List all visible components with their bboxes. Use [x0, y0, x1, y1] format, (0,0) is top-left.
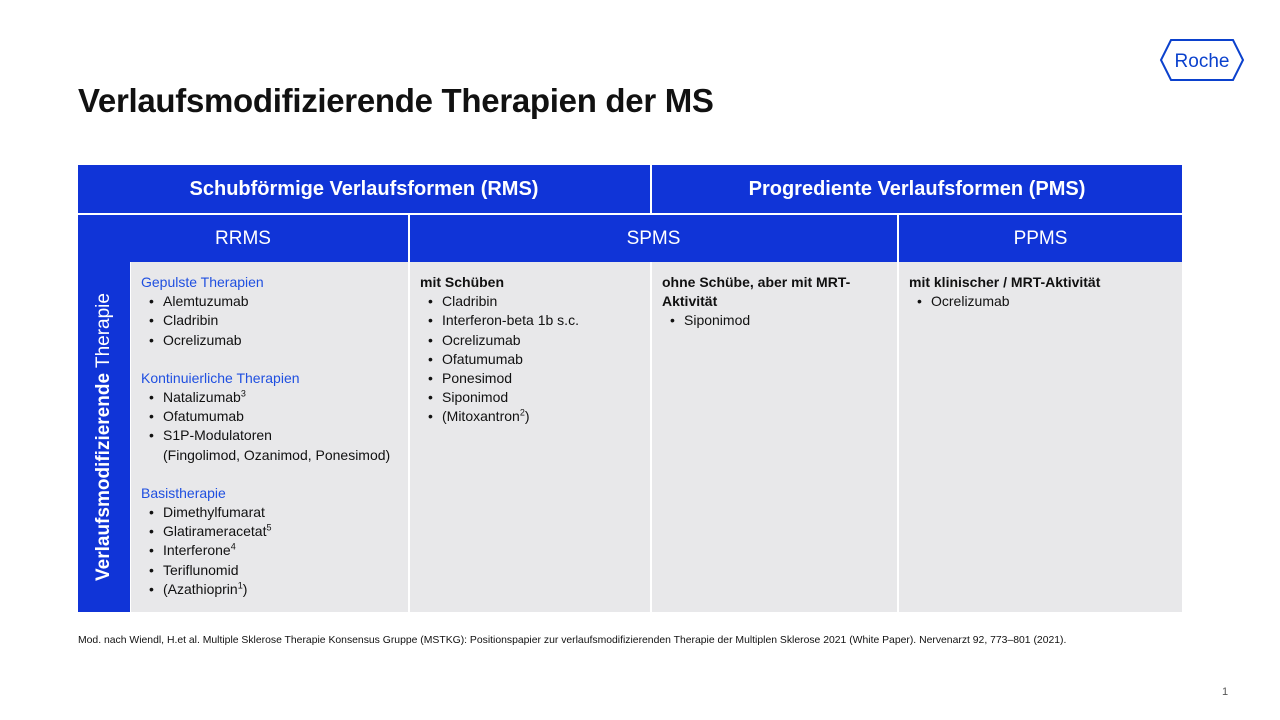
list-item [149, 541, 398, 560]
header-pms [652, 165, 1182, 213]
list-item: • Teriflunomid [149, 561, 398, 580]
ppms-list [909, 292, 1172, 311]
item-text: Glatirameracetat [163, 523, 267, 540]
list-item [149, 580, 398, 599]
spms-no-relapses-cell [652, 262, 897, 612]
roche-logo [1159, 38, 1245, 82]
header-ppms-label: PPMS [1013, 227, 1068, 249]
footnote-marker: 1 [237, 580, 243, 591]
side-label [93, 293, 115, 581]
continuous-therapies-list [141, 388, 398, 465]
list-item: • Ocrelizumab [149, 331, 398, 350]
list-item: • Alemtuzumab [149, 292, 398, 311]
list-item: • Dimethylfumarat [149, 503, 398, 522]
list-item: • Ofatumumab [428, 350, 640, 369]
spms-relapses-cell [410, 262, 650, 612]
list-item: • Siponimod [428, 388, 640, 407]
page-number: 1 [1222, 686, 1229, 698]
continuous-therapies-title: Kontinuierliche Therapien [141, 369, 300, 386]
item-text: ) [524, 408, 530, 425]
list-item: • Ocrelizumab [917, 292, 1172, 311]
list-item [149, 426, 398, 464]
basic-therapy-title: Basistherapie [141, 484, 226, 501]
list-item: • Cladribin [149, 311, 398, 330]
footnote-marker: 3 [240, 388, 246, 399]
item-text: (Mitoxantron [442, 408, 520, 425]
spms-relapses-heading: mit Schüben [420, 274, 505, 290]
item-detail: (Fingolimod, Ozanimod, Ponesimod) [163, 446, 391, 463]
header-pms-label: Progrediente Verlaufsformen (PMS) [748, 177, 1086, 200]
spms-no-relapses-list [662, 311, 887, 330]
page-title: Verlaufsmodifizierende Therapien der MS [78, 82, 714, 119]
roche-logo-text: Roche [1174, 51, 1230, 72]
header-rrms [78, 215, 408, 262]
list-item: • Ocrelizumab [428, 331, 640, 350]
list-item [149, 388, 398, 407]
header-rrms-label: RRMS [215, 227, 271, 249]
ppms-cell [899, 262, 1182, 612]
list-item: • Ofatumumab [149, 407, 398, 426]
header-spms [410, 215, 897, 262]
list-item: • Siponimod [670, 311, 887, 330]
spms-no-relapses-heading: ohne Schübe, aber mit MRT-Aktivität [662, 274, 851, 310]
header-rms [78, 165, 650, 213]
pulsed-therapies-list [141, 292, 398, 350]
list-item: • Cladribin [428, 292, 640, 311]
item-text: ) [242, 580, 248, 597]
therapy-table [78, 165, 1182, 612]
side-label-cell [78, 262, 130, 612]
header-ppms [899, 215, 1182, 262]
pulsed-therapies-title: Gepulste Therapien [141, 274, 264, 290]
footnote-marker: 2 [519, 407, 525, 418]
item-text: (Azathioprin [163, 580, 238, 597]
side-label-bold: Verlaufsmodifizierende [93, 372, 114, 581]
side-label-regular: Therapie [93, 293, 114, 369]
reference-footnote: Mod. nach Wiendl, H.et al. Multiple Sklerose Therapie Konsensus Gruppe (MSTKG): Positionspapier zur verlaufsmodifizierenden Therapie der Multiplen Sklerose 2021 (White Paper). Nervenarzt 92, 773–801 (2021). [78, 635, 1067, 646]
item-text: Interferone [163, 542, 231, 559]
header-spms-label: SPMS [626, 227, 681, 249]
spms-relapses-list [420, 292, 640, 426]
rrms-cell [131, 262, 408, 612]
ppms-heading: mit klinischer / MRT-Aktivität [909, 274, 1101, 290]
item-text: S1P-Modulatoren [163, 427, 272, 444]
list-item: • Ponesimod [428, 369, 640, 388]
footnote-marker: 5 [266, 522, 272, 533]
list-item [149, 522, 398, 541]
list-item: • Interferon-beta 1b s.c. [428, 311, 640, 330]
header-rms-label: Schubförmige Verlaufsformen (RMS) [189, 177, 539, 200]
item-text: Natalizumab [163, 389, 241, 406]
list-item [428, 407, 640, 426]
basic-therapy-list [141, 503, 398, 599]
footnote-marker: 4 [230, 541, 236, 552]
